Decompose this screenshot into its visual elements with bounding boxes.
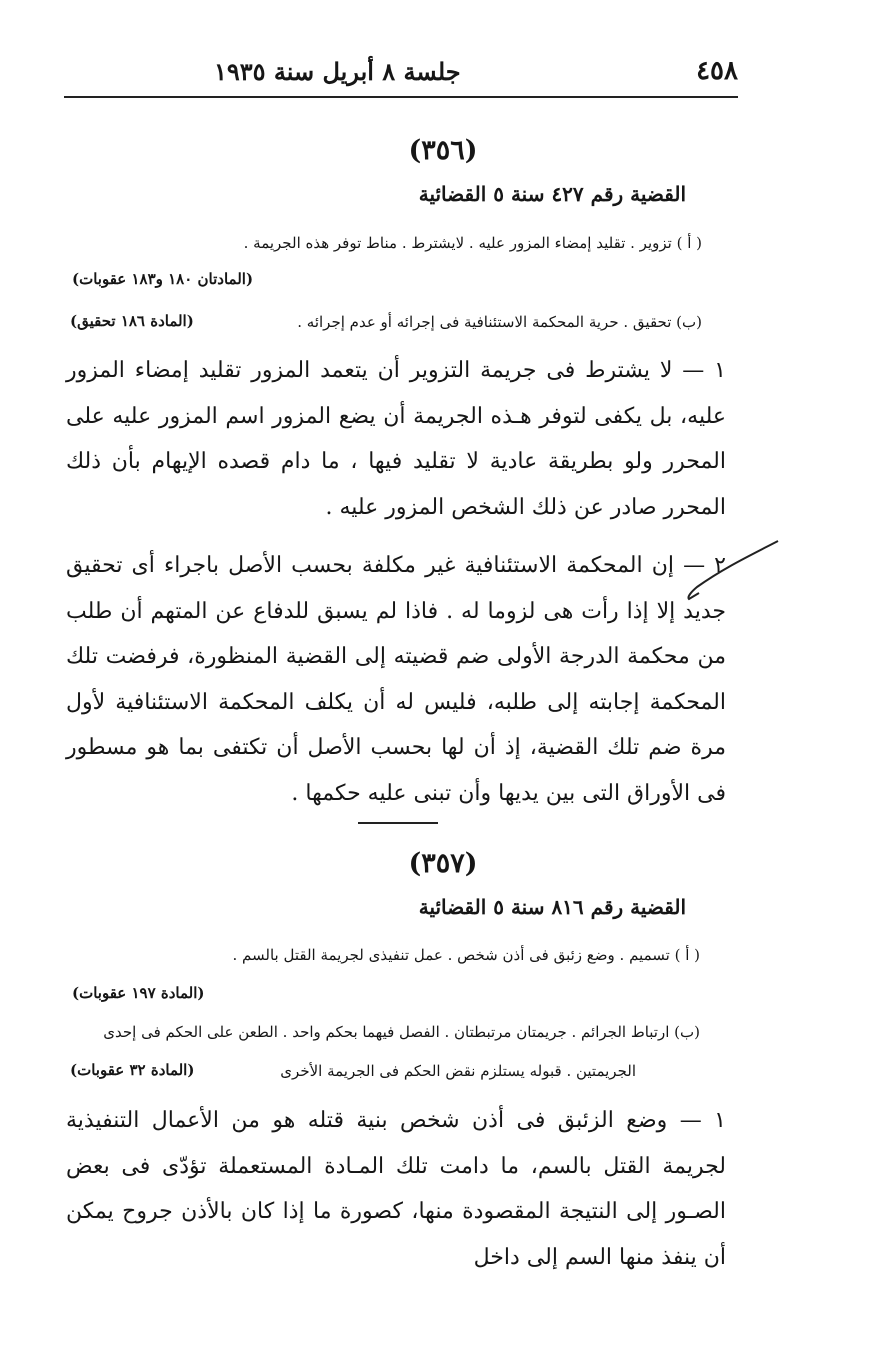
case-articles-a: (المادة ١٩٧ عقوبات) bbox=[72, 984, 205, 1002]
legal-principle-1: ١ — لا يشترط فى جريمة التزوير أن يتعمد المزور تقليد إمضاء المزور عليه، بل يكفى لتوفر هـذه الجريمة أن يضع المزور اسم المزور عليه على المحرر ولو بطريقة عادية لا تقليد فيها ، ما دام قصده الإيهام بأن ذلك المحرر صادر عن ذلك الشخص المزور عليه . bbox=[66, 358, 726, 520]
case-reference: القضية رقم ٨١٦ سنة ٥ القضائية bbox=[418, 895, 686, 919]
case-reference: القضية رقم ٤٢٧ سنة ٥ القضائية bbox=[418, 182, 686, 206]
case-articles-a: (المادتان ١٨٠ و١٨٣ عقوبات) bbox=[72, 270, 254, 288]
case-summary-b-line-1: (ب) ارتباط الجرائم . جريمتان مرتبطتان . الفصل فيهما بحكم واحد . الطعن على الحكم فى إحدى bbox=[103, 1023, 700, 1041]
header-rule bbox=[64, 96, 738, 98]
case-number: (٣٥٦) bbox=[408, 135, 478, 166]
legal-principle-2: ٢ — إن المحكمة الاستئنافية غير مكلفة بحسب الأصل باجراء أى تحقيق جديد إلا إذا رأت هى لزوما له . فاذا لم يسبق للدفاع عن المتهم أن طلب من محكمة الدرجة الأولى ضم قضيته إلى القضية المنظورة، فرفضت تلك المحكمة إجابته إلى طلبه، فليس له أن يكلف المحكمة الاستئنافية لأول مرة ضم تلك القضية، إذ أن لها بحسب الأصل أن تكتفى بما هو مسطور فى الأوراق التى بين يديها وأن تبنى عليه حكمها . bbox=[66, 553, 726, 806]
case-summary-a: ( أ ) تسميم . وضع زئبق فى أذن شخص . عمل تنفيذى لجريمة القتل بالسم . bbox=[232, 946, 700, 964]
case-number: (٣٥٧) bbox=[408, 848, 478, 879]
case-summary-b-line-2: الجريمتين . قبوله يستلزم نقض الحكم فى الجريمة الأخرى bbox=[280, 1062, 636, 1080]
page-header bbox=[64, 48, 738, 94]
page-number: ٤٥٨ bbox=[696, 56, 738, 86]
handwritten-margin-mark-icon bbox=[675, 535, 785, 605]
running-head: جلسة ٨ أبريل سنة ١٩٣٥ bbox=[214, 56, 461, 86]
case-summary-a: ( أ ) تزوير . تقليد إمضاء المزور عليه . لايشترط . مناط توفر هذه الجريمة . bbox=[243, 234, 702, 252]
case-articles-b: (المادة ٣٢ عقوبات) bbox=[70, 1061, 195, 1079]
case-articles-b: (المادة ١٨٦ تحقيق) bbox=[70, 312, 194, 330]
section-divider bbox=[358, 822, 438, 824]
case-summary-b: (ب) تحقيق . حرية المحكمة الاستئنافية فى إجرائه أو عدم إجرائه . bbox=[297, 313, 702, 331]
legal-principle-1: ١ — وضع الزئبق فى أذن شخص بنية قتله هو من الأعمال التنفيذية لجريمة القتل بالسم، ما دامت تلك المـادة المستعملة تؤدّى فى بعض الصـور إلى النتيجة المقصودة منها، كصورة ما إذا كان بالأذن جروح يمكن أن ينفذ منها السم إلى داخل bbox=[66, 1108, 726, 1270]
